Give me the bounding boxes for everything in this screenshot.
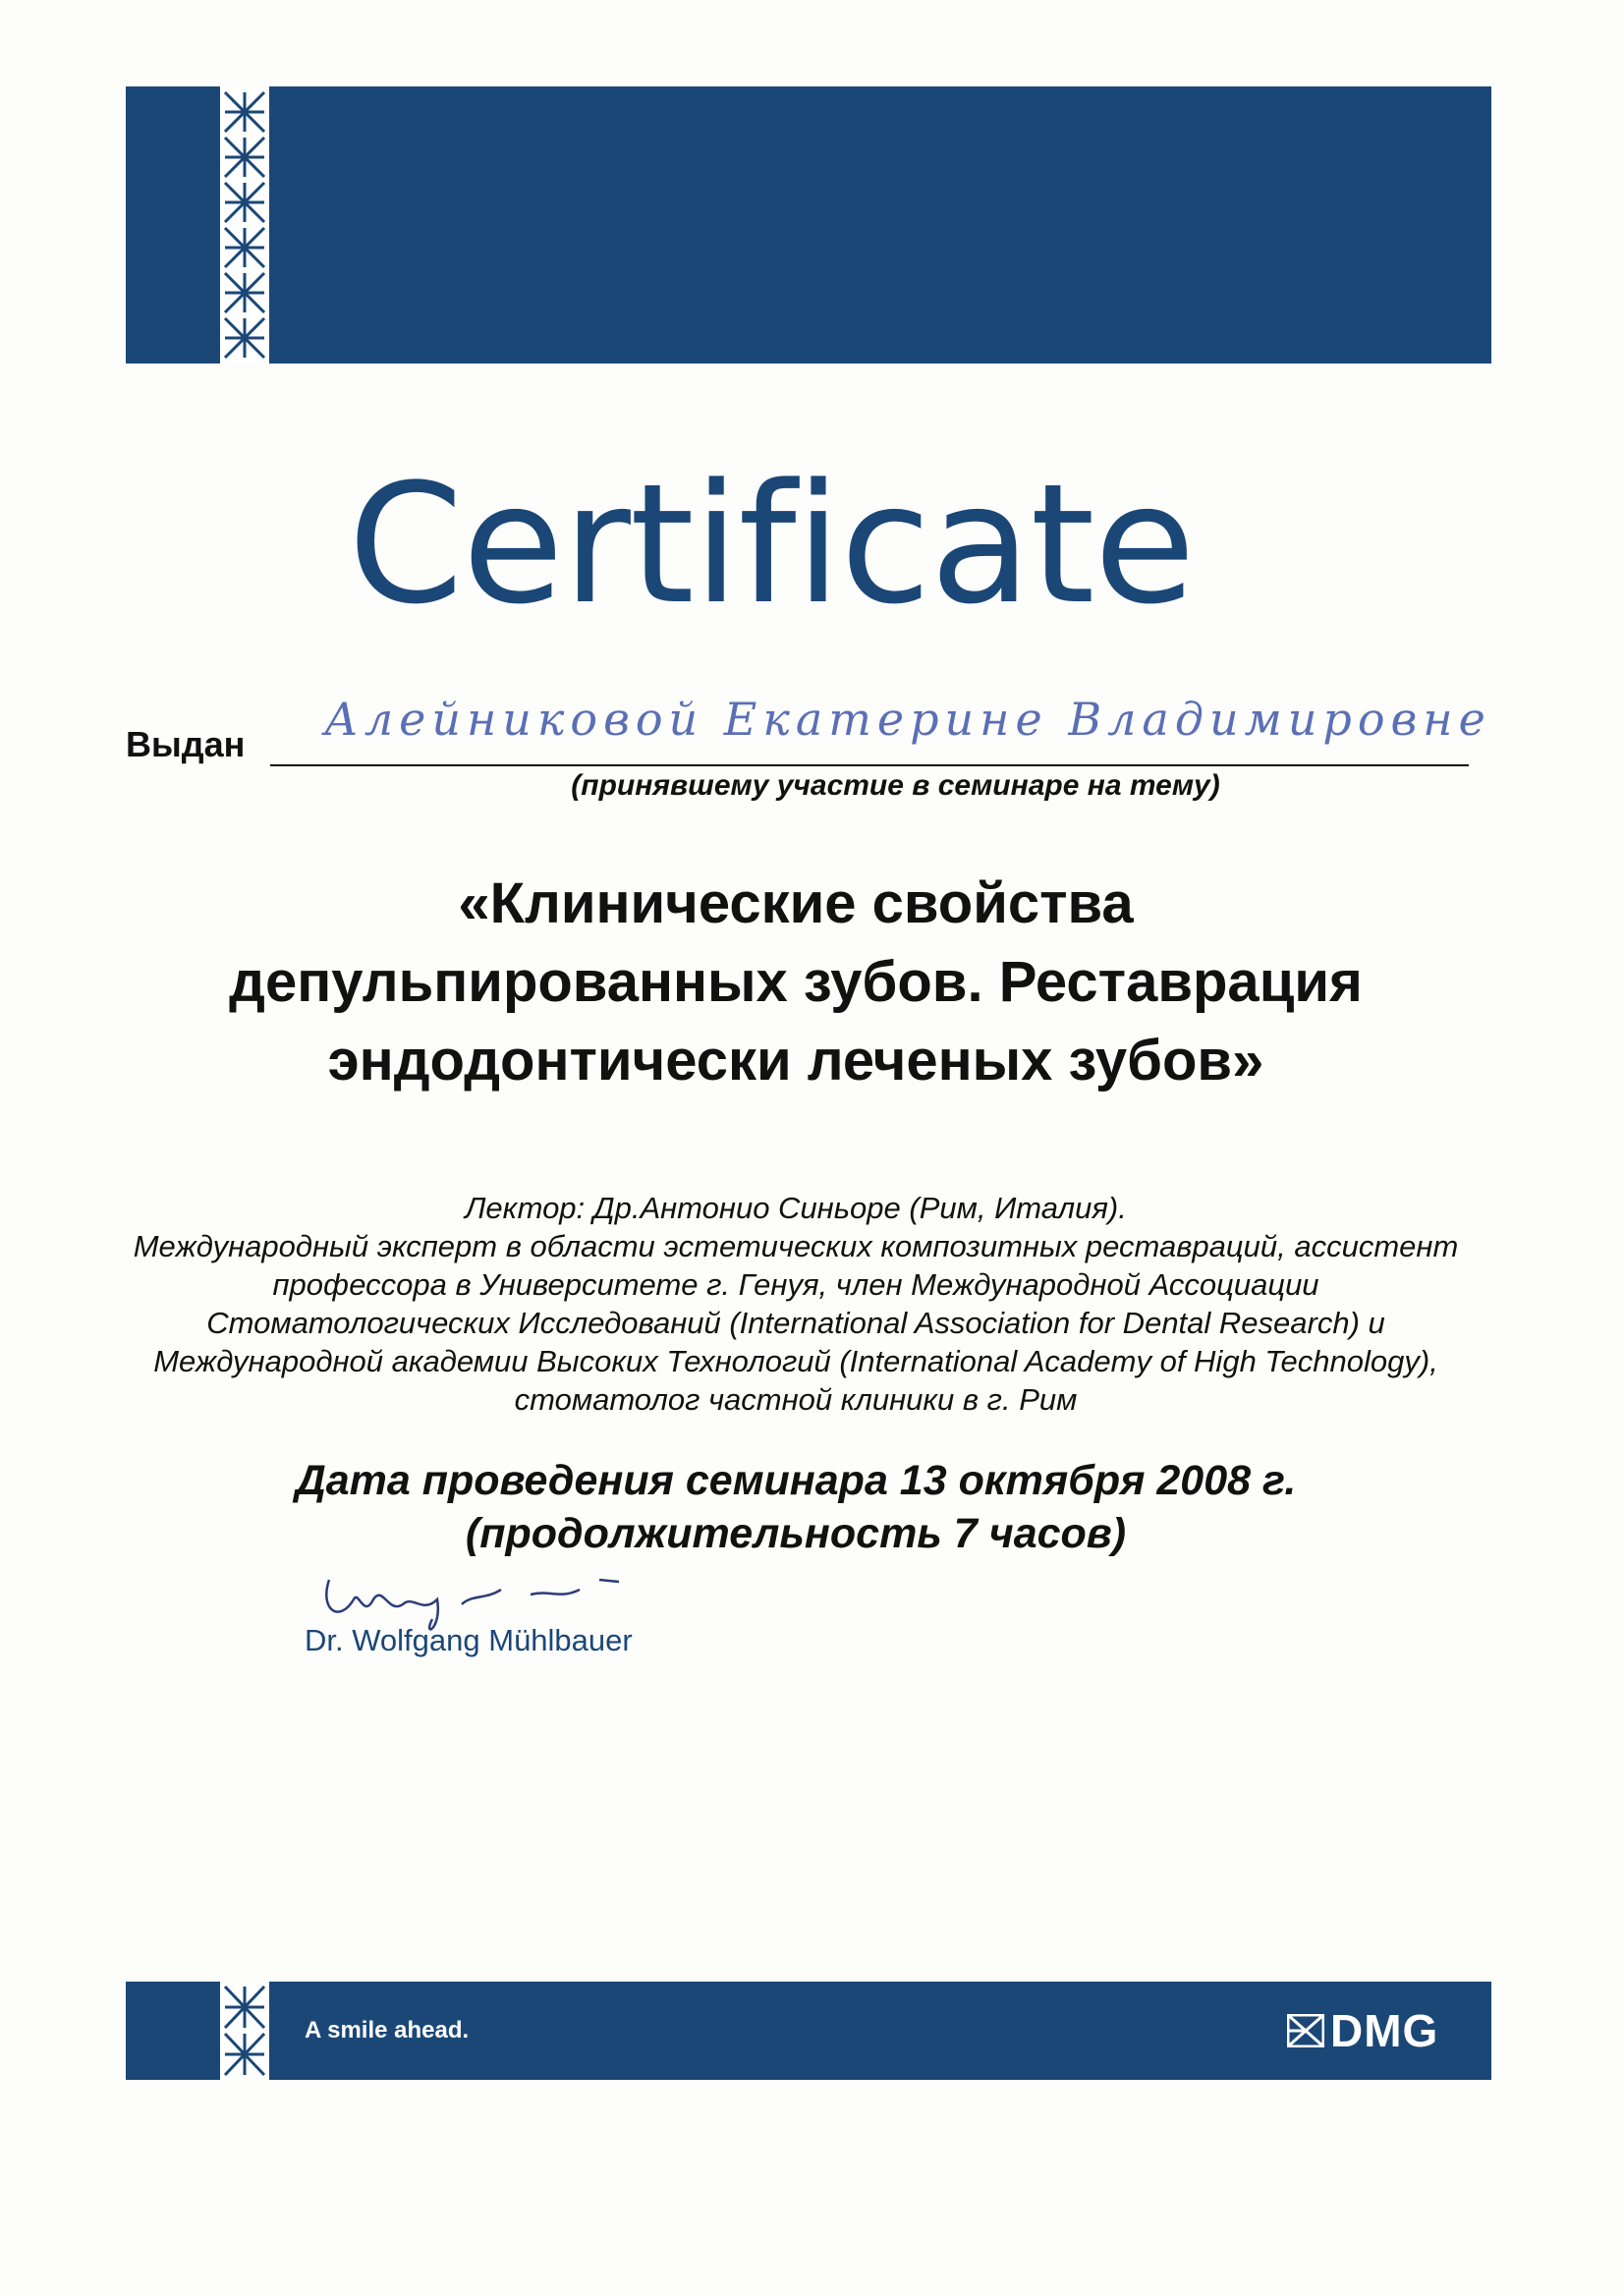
seminar-topic xyxy=(98,865,1493,1100)
dmg-logo-icon xyxy=(1287,2014,1324,2047)
duration-line: (продолжительность 7 часов) xyxy=(465,1510,1127,1557)
lecturer-block xyxy=(118,1189,1474,1419)
signatory-name: Dr. Wolfgang Mühlbauer xyxy=(305,1623,633,1657)
certificate-title: Certificate xyxy=(348,448,1195,641)
seminar-date xyxy=(98,1454,1493,1560)
pattern-icon xyxy=(220,86,269,364)
slogan: A smile ahead. xyxy=(305,2017,470,2044)
lecturer-bio: Международный эксперт в области эстетических композитных реставраций, ассистент профессора в Университете г. Генуя, член Международной Ассоциации Стоматологических Исследований (International Association for Dental Research) и Международной академии Высоких Технологий (International Academy of High Technology), стоматолог частной клиники в г. Рим xyxy=(133,1229,1459,1417)
pattern-icon xyxy=(220,1982,269,2080)
dmg-brand: DMG xyxy=(1330,2005,1439,2056)
issued-subtitle: (принявшему участие в семинаре на тему) xyxy=(571,769,1220,802)
header-band xyxy=(126,86,1491,364)
recipient-name: Алейниковой Екатерине Владимировне xyxy=(324,693,1491,746)
issued-label: Выдан xyxy=(126,724,246,764)
decorative-pattern xyxy=(220,1982,269,2080)
topic-line: эндодонтически леченых зубов» xyxy=(327,1029,1264,1092)
lecturer-name: Лектор: Др.Антонио Синьоре (Рим, Италия). xyxy=(465,1191,1127,1225)
topic-line: депульпированных зубов. Реставрация xyxy=(229,950,1363,1014)
dmg-logo xyxy=(1287,2004,1438,2057)
recipient-underline xyxy=(270,764,1469,766)
decorative-pattern xyxy=(220,86,269,364)
topic-line: «Клинические свойства xyxy=(458,871,1134,935)
date-line: Дата проведения семинара 13 октября 2008 г. xyxy=(295,1457,1297,1504)
